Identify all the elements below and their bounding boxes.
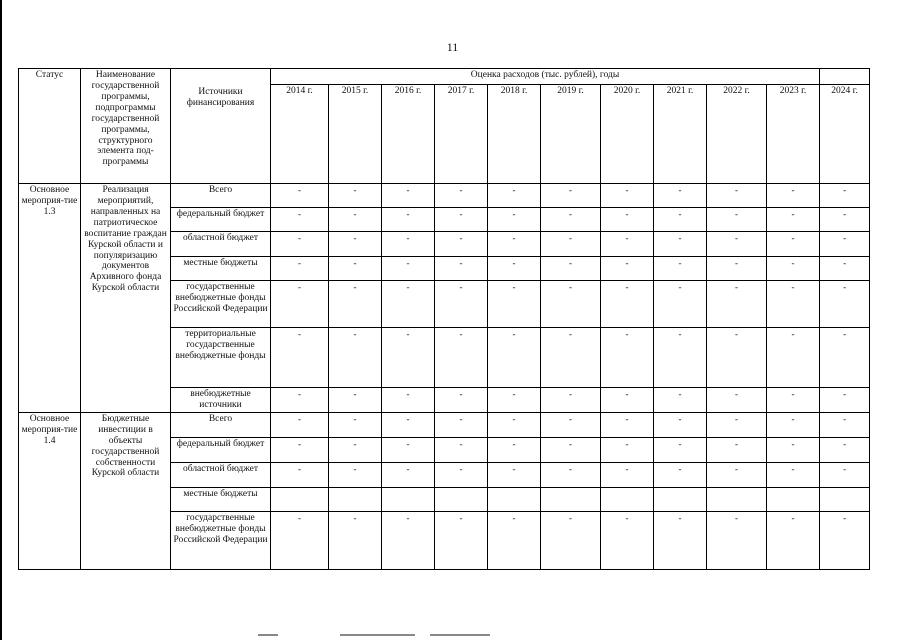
value-cell: - (329, 208, 382, 232)
funding-source-cell: федеральный бюджет (171, 437, 271, 462)
value-cell: - (654, 511, 707, 569)
value-cell: - (329, 257, 382, 281)
value-cell: - (382, 412, 435, 437)
value-cell: - (820, 388, 870, 413)
value-cell (271, 487, 329, 511)
value-cell: - (488, 184, 541, 208)
value-cell: - (601, 232, 654, 257)
header-sources: Источники финансирования (171, 69, 271, 184)
value-cell: - (488, 462, 541, 487)
value-cell: - (329, 412, 382, 437)
value-cell: - (601, 328, 654, 388)
value-cell (601, 487, 654, 511)
value-cell: - (767, 437, 820, 462)
value-cell (820, 487, 870, 511)
value-cell: - (329, 511, 382, 569)
value-cell: - (707, 412, 767, 437)
funding-source-cell: местные бюджеты (171, 487, 271, 511)
value-cell: - (601, 281, 654, 328)
value-cell: - (820, 462, 870, 487)
value-cell: - (707, 232, 767, 257)
value-cell: - (767, 388, 820, 413)
value-cell: - (271, 412, 329, 437)
program-name-cell: Реализация мероприятий, направленных на патриотическое воспитание граждан Курской области и популяризацию документов Архивного фонда Курской области (81, 184, 171, 413)
value-cell: - (767, 257, 820, 281)
value-cell: - (541, 184, 601, 208)
header-expenses: Оценка расходов (тыс. рублей), годы (271, 69, 820, 85)
value-cell: - (271, 388, 329, 413)
value-cell: - (488, 511, 541, 569)
value-cell: - (382, 462, 435, 487)
value-cell: - (329, 232, 382, 257)
value-cell: - (654, 462, 707, 487)
value-cell: - (654, 257, 707, 281)
header-year: 2017 г. (435, 85, 488, 184)
value-cell: - (488, 257, 541, 281)
value-cell: - (541, 462, 601, 487)
value-cell: - (271, 281, 329, 328)
header-year: 2015 г. (329, 85, 382, 184)
funding-source-cell: федеральный бюджет (171, 208, 271, 232)
value-cell: - (435, 412, 488, 437)
value-cell: - (488, 437, 541, 462)
value-cell: - (271, 184, 329, 208)
value-cell: - (541, 412, 601, 437)
value-cell: - (382, 388, 435, 413)
value-cell: - (767, 412, 820, 437)
value-cell: - (382, 257, 435, 281)
budget-table (18, 68, 870, 570)
value-cell: - (488, 328, 541, 388)
status-cell: Основное мероприя-тие 1.3 (19, 184, 81, 413)
value-cell: - (654, 208, 707, 232)
value-cell: - (707, 437, 767, 462)
value-cell: - (707, 388, 767, 413)
value-cell: - (435, 232, 488, 257)
value-cell: - (601, 511, 654, 569)
header-year: 2020 г. (601, 85, 654, 184)
value-cell: - (707, 511, 767, 569)
value-cell: - (541, 437, 601, 462)
value-cell: - (382, 208, 435, 232)
status-cell: Основное мероприя-тие 1.4 (19, 412, 81, 569)
header-year: 2018 г. (488, 85, 541, 184)
header-year: 2024 г. (820, 85, 870, 184)
value-cell: - (707, 184, 767, 208)
value-cell: - (767, 281, 820, 328)
header-name: Наименование государственной программы, подпрограммы государственной программы, структурного элемента под-программы (81, 69, 171, 184)
value-cell: - (271, 257, 329, 281)
value-cell (541, 487, 601, 511)
value-cell: - (541, 328, 601, 388)
value-cell: - (329, 328, 382, 388)
value-cell: - (767, 184, 820, 208)
value-cell: - (820, 208, 870, 232)
value-cell: - (541, 232, 601, 257)
value-cell (382, 487, 435, 511)
scan-mark (258, 634, 278, 636)
header-year: 2014 г. (271, 85, 329, 184)
value-cell: - (707, 328, 767, 388)
value-cell: - (654, 437, 707, 462)
value-cell: - (329, 184, 382, 208)
value-cell: - (435, 184, 488, 208)
value-cell: - (488, 388, 541, 413)
header-year: 2022 г. (707, 85, 767, 184)
value-cell: - (382, 281, 435, 328)
page-edge (0, 0, 2, 640)
value-cell (654, 487, 707, 511)
value-cell: - (601, 462, 654, 487)
funding-source-cell: государственные внебюджетные фонды Российской Федерации (171, 511, 271, 569)
value-cell: - (707, 281, 767, 328)
value-cell: - (271, 437, 329, 462)
value-cell: - (820, 437, 870, 462)
value-cell: - (382, 328, 435, 388)
funding-source-cell: Всего (171, 412, 271, 437)
value-cell: - (820, 511, 870, 569)
value-cell: - (382, 184, 435, 208)
value-cell (767, 487, 820, 511)
value-cell: - (707, 257, 767, 281)
header-year: 2016 г. (382, 85, 435, 184)
value-cell: - (382, 511, 435, 569)
value-cell (488, 487, 541, 511)
table-row (19, 412, 870, 437)
value-cell: - (271, 232, 329, 257)
value-cell: - (329, 388, 382, 413)
value-cell: - (541, 511, 601, 569)
value-cell: - (329, 281, 382, 328)
value-cell: - (767, 511, 820, 569)
value-cell: - (820, 184, 870, 208)
table-row (19, 184, 870, 208)
funding-source-cell: государственные внебюджетные фонды Российской Федерации (171, 281, 271, 328)
value-cell: - (435, 281, 488, 328)
value-cell: - (654, 412, 707, 437)
program-name-cell: Бюджетные инвестиции в объекты государственной собственности Курской области (81, 412, 171, 569)
value-cell: - (435, 511, 488, 569)
value-cell: - (654, 328, 707, 388)
value-cell: - (271, 462, 329, 487)
value-cell: - (488, 412, 541, 437)
value-cell: - (488, 281, 541, 328)
value-cell: - (488, 232, 541, 257)
value-cell: - (382, 232, 435, 257)
value-cell: - (488, 208, 541, 232)
value-cell: - (820, 412, 870, 437)
value-cell (435, 487, 488, 511)
header-year: 2019 г. (541, 85, 601, 184)
funding-source-cell: Всего (171, 184, 271, 208)
value-cell: - (767, 232, 820, 257)
value-cell: - (820, 232, 870, 257)
value-cell: - (767, 328, 820, 388)
funding-source-cell: областной бюджет (171, 462, 271, 487)
value-cell: - (601, 388, 654, 413)
header-status: Статус (19, 69, 81, 184)
value-cell: - (654, 232, 707, 257)
value-cell: - (435, 328, 488, 388)
header-empty (820, 69, 870, 85)
value-cell: - (541, 257, 601, 281)
value-cell: - (435, 257, 488, 281)
value-cell: - (541, 281, 601, 328)
funding-source-cell: территориальные государственные внебюджетные фонды (171, 328, 271, 388)
value-cell: - (820, 281, 870, 328)
scan-mark (430, 634, 490, 636)
funding-source-cell: внебюджетные источники (171, 388, 271, 413)
value-cell: - (329, 462, 382, 487)
value-cell: - (767, 208, 820, 232)
value-cell: - (271, 208, 329, 232)
funding-source-cell: местные бюджеты (171, 257, 271, 281)
value-cell: - (541, 208, 601, 232)
value-cell: - (654, 184, 707, 208)
scan-mark (340, 634, 415, 636)
value-cell: - (435, 462, 488, 487)
table-body (19, 184, 870, 570)
value-cell: - (707, 208, 767, 232)
header-year: 2021 г. (654, 85, 707, 184)
value-cell: - (435, 388, 488, 413)
value-cell: - (382, 437, 435, 462)
value-cell: - (601, 412, 654, 437)
value-cell: - (601, 437, 654, 462)
value-cell: - (435, 208, 488, 232)
value-cell: - (601, 257, 654, 281)
header-year: 2023 г. (767, 85, 820, 184)
value-cell: - (654, 388, 707, 413)
value-cell: - (820, 257, 870, 281)
page-number: 11 (446, 40, 459, 54)
value-cell: - (329, 437, 382, 462)
value-cell: - (271, 511, 329, 569)
value-cell: - (271, 328, 329, 388)
value-cell: - (654, 281, 707, 328)
value-cell: - (541, 388, 601, 413)
funding-source-cell: областной бюджет (171, 232, 271, 257)
value-cell: - (767, 462, 820, 487)
value-cell: - (435, 437, 488, 462)
value-cell (329, 487, 382, 511)
value-cell (707, 487, 767, 511)
value-cell: - (707, 462, 767, 487)
value-cell: - (820, 328, 870, 388)
value-cell: - (601, 184, 654, 208)
value-cell: - (601, 208, 654, 232)
